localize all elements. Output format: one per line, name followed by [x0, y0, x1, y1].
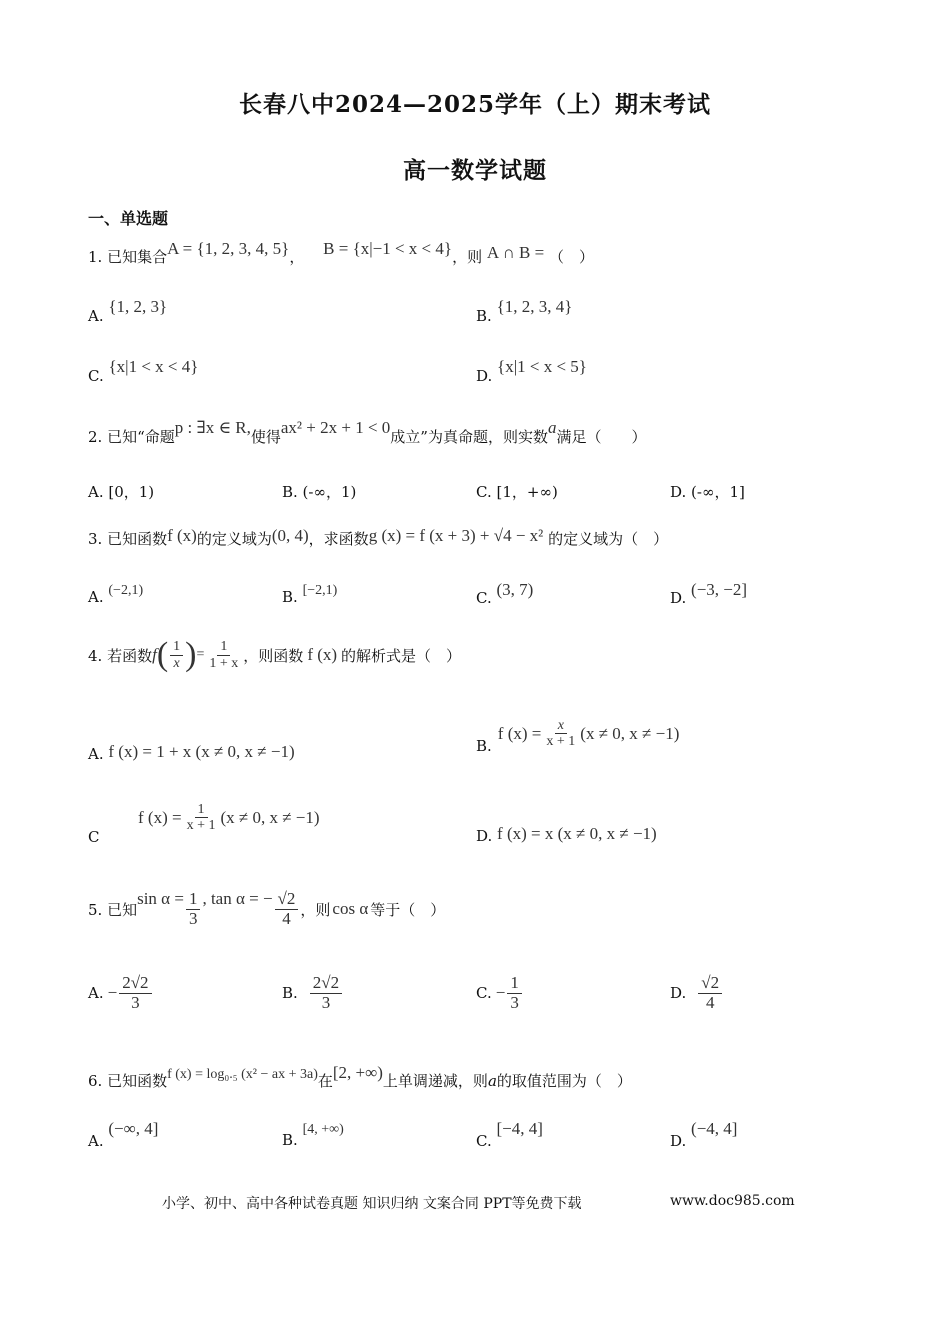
q4-option-a [88, 744, 295, 764]
q2-tail: 成立”为真命题，则实数 [390, 428, 548, 446]
q3-mid2: ，求函数 [308, 530, 369, 548]
option-value: {1, 2, 3} [108, 297, 168, 316]
option-label: D. [476, 367, 493, 385]
q1-comma: ， [289, 248, 305, 266]
q6-option-b [282, 1122, 344, 1150]
q3-prefix: 3. 已知函数 [88, 530, 168, 548]
option-label: A. [88, 1132, 104, 1150]
q4-tail: 的解析式是（ ） [341, 646, 462, 665]
option-value: {x|1 < x < 4} [108, 357, 199, 376]
question-5 [88, 890, 445, 928]
option-label: B. [282, 1131, 298, 1149]
q3-domain: (0, 4) [271, 526, 309, 545]
q2-option-a: A. [0，1) [88, 483, 155, 501]
q2-inequality: ax² + 2x + 1 < 0 [280, 418, 391, 437]
q4-eq: = [196, 647, 205, 662]
q3-option-c [476, 580, 534, 608]
q2-prefix: 2. 已知“命题 [88, 428, 175, 446]
option-sign: − [495, 983, 506, 1003]
q4-fx: f (x) [307, 645, 338, 664]
q5-prefix: 5. 已知 [88, 900, 138, 919]
q4-lhs-num: 1 [170, 639, 183, 655]
q1-prefix: 1. 已知集合 [88, 248, 168, 266]
q4-rhs-den: 1 + x [209, 655, 239, 671]
q5-sin: sin α = [137, 889, 184, 909]
frac-num: 1 [186, 890, 201, 910]
q1-option-d [476, 357, 587, 386]
q5-option-d [670, 974, 724, 1012]
frac-num: x [555, 718, 567, 734]
q1-mid: ，则 [452, 248, 483, 266]
option-lhs: f (x) = [138, 807, 182, 827]
q4-optb-frac [543, 718, 578, 750]
q6-option-d [670, 1119, 738, 1151]
q5-cos: cos α [332, 899, 369, 919]
q6-interval: [2, +∞) [332, 1063, 383, 1082]
option-value: (−2,1) [108, 583, 144, 598]
q1-expr: A ∩ B = [486, 243, 545, 262]
q3-mid1: 的定义域为 [196, 530, 272, 548]
option-value: f (x) = x (x ≠ 0, x ≠ −1) [497, 824, 657, 843]
q4-lhs-den: x [173, 655, 180, 671]
q1-option-a [88, 297, 168, 326]
q2-option-c: C. [1，+∞) [476, 483, 558, 501]
option-lhs: f (x) = [497, 723, 542, 743]
frac-den: 3 [510, 992, 519, 1012]
q6-prefix: 6. 已知函数 [88, 1072, 168, 1090]
frac-num: 1 [195, 802, 208, 818]
q2-proposition: p : ∃x ∈ R, [174, 418, 251, 437]
option-value: (3, 7) [496, 580, 534, 599]
q2-option-b: B. (-∞，1) [282, 483, 357, 501]
q6-f: f (x) = log₀.₅ (x² − ax + 3a) [167, 1067, 318, 1082]
option-label: C. [476, 1132, 492, 1150]
q5-option-b [282, 974, 344, 1012]
frac-den: 4 [282, 908, 291, 928]
q6-option-a [88, 1119, 159, 1151]
q2-tail2: 满足（ ） [556, 428, 647, 446]
option-label: A. [88, 745, 104, 763]
q6-mid: 在 [317, 1072, 333, 1090]
q4-rhs-frac [206, 639, 241, 671]
q5-mid: ，则 [300, 900, 331, 919]
option-value: [4, +∞) [302, 1122, 344, 1137]
q3-f: f (x) [167, 526, 197, 545]
frac-den: 3 [321, 992, 331, 1012]
frac-num: 2√2 [119, 974, 151, 994]
option-label: A. [88, 588, 104, 606]
question-2 [88, 418, 647, 447]
q4-rhs-num: 1 [217, 639, 230, 655]
q6-var: a [487, 1072, 497, 1090]
option-value: f (x) = 1 + x (x ≠ 0, x ≠ −1) [108, 742, 295, 761]
q2-use: 使得 [250, 428, 281, 446]
frac-num: 2√2 [310, 974, 342, 994]
q5-sin-frac [186, 890, 201, 928]
option-value: [−2,1) [302, 583, 338, 598]
question-1 [88, 239, 594, 267]
q5-tan-frac [275, 890, 299, 928]
frac-num: √2 [275, 890, 299, 910]
frac-den: 4 [705, 992, 715, 1012]
q5-tail: 等于（ ） [370, 900, 446, 919]
section-heading: 一、单选题 [88, 209, 169, 228]
frac-den: 3 [188, 908, 198, 928]
q5-option-c [476, 974, 524, 1012]
option-label: C. [476, 589, 492, 607]
option-value: (−4, 4] [691, 1119, 738, 1138]
footer-url[interactable]: www.doc985.com [670, 1193, 795, 1209]
q3-option-a [88, 583, 144, 607]
q4-f: f [152, 645, 157, 664]
option-label: C. [88, 367, 104, 385]
option-label: A. [88, 307, 104, 325]
q1-paren: （ ） [548, 248, 594, 266]
option-value: {x|1 < x < 5} [497, 357, 587, 376]
question-4: 4. 若函数 f ( $\frac{1}{x}$ ) = $\frac{1}{1 + x}$ ，则函数 f (x) 的解析式是（ ） [88, 636, 462, 673]
option-label: B. [282, 588, 298, 606]
q3-option-b [282, 583, 338, 607]
question-6 [88, 1063, 632, 1091]
q5-option-a [88, 974, 154, 1012]
option-label: D. [670, 589, 687, 607]
option-cond: (x ≠ 0, x ≠ −1) [580, 723, 680, 743]
option-value: (−∞, 4] [108, 1119, 159, 1138]
exam-title: 长春八中2024—2025学年（上）期末考试 [238, 91, 712, 118]
frac-den: x + 1 [546, 734, 576, 750]
q1-set-a: A = {1, 2, 3, 4, 5} [167, 239, 290, 258]
footer-text: 小学、初中、高中各种试卷真题 知识归纳 文案合同 PPT等免费下载 [162, 1196, 582, 1212]
option-label: D. [670, 1132, 687, 1150]
frac-den: x + 1 [186, 818, 216, 834]
option-label: D. [476, 827, 493, 845]
q3-g: g (x) = f (x + 3) + √4 − x² [368, 526, 544, 545]
frac-num: √2 [698, 974, 722, 994]
option-value: {1, 2, 3, 4} [496, 297, 573, 316]
option-label: A. [88, 984, 104, 1003]
q3-tail: 的定义域为（ ） [548, 530, 669, 548]
option-label: B. [282, 984, 298, 1003]
exam-subtitle: 高一数学试题 [403, 157, 547, 184]
option-label: B. [476, 736, 492, 755]
q2-var: a [547, 418, 557, 437]
option-label: D. [670, 984, 687, 1003]
option-frac [310, 974, 342, 1012]
q2-option-d: D. (-∞，1] [670, 483, 745, 501]
q3-option-d [670, 580, 748, 608]
option-label: B. [476, 307, 492, 325]
q4-option-b [476, 718, 680, 755]
frac-den: 3 [131, 992, 140, 1012]
q4-prefix: 4. 若函数 [88, 646, 153, 665]
q4-optc-frac [184, 802, 219, 834]
option-value: [−4, 4] [496, 1119, 543, 1138]
option-frac [698, 974, 722, 1012]
frac-num: 1 [507, 974, 522, 994]
q6-tail2: 的取值范围为（ ） [496, 1072, 632, 1090]
q1-set-b: B = {x|−1 < x < 4} [323, 239, 453, 258]
option-frac [119, 974, 151, 1012]
option-label: C. [476, 984, 492, 1003]
q1-option-b [476, 297, 573, 326]
q5-tan: , tan α = − [202, 889, 273, 909]
q4-option-c [138, 802, 320, 834]
q1-option-c [88, 357, 199, 386]
option-value: (−3, −2] [691, 580, 748, 599]
question-3 [88, 528, 668, 549]
q4-mid: ，则函数 [243, 646, 304, 665]
q6-tail: 上单调递减，则 [382, 1072, 488, 1090]
option-sign: − [107, 983, 118, 1003]
option-cond: (x ≠ 0, x ≠ −1) [220, 807, 320, 827]
option-frac [507, 974, 522, 1012]
q6-option-c [476, 1119, 543, 1151]
q4-lhs-frac [170, 639, 183, 671]
q4-option-c-label: C [88, 828, 100, 846]
q4-option-d [476, 826, 657, 846]
